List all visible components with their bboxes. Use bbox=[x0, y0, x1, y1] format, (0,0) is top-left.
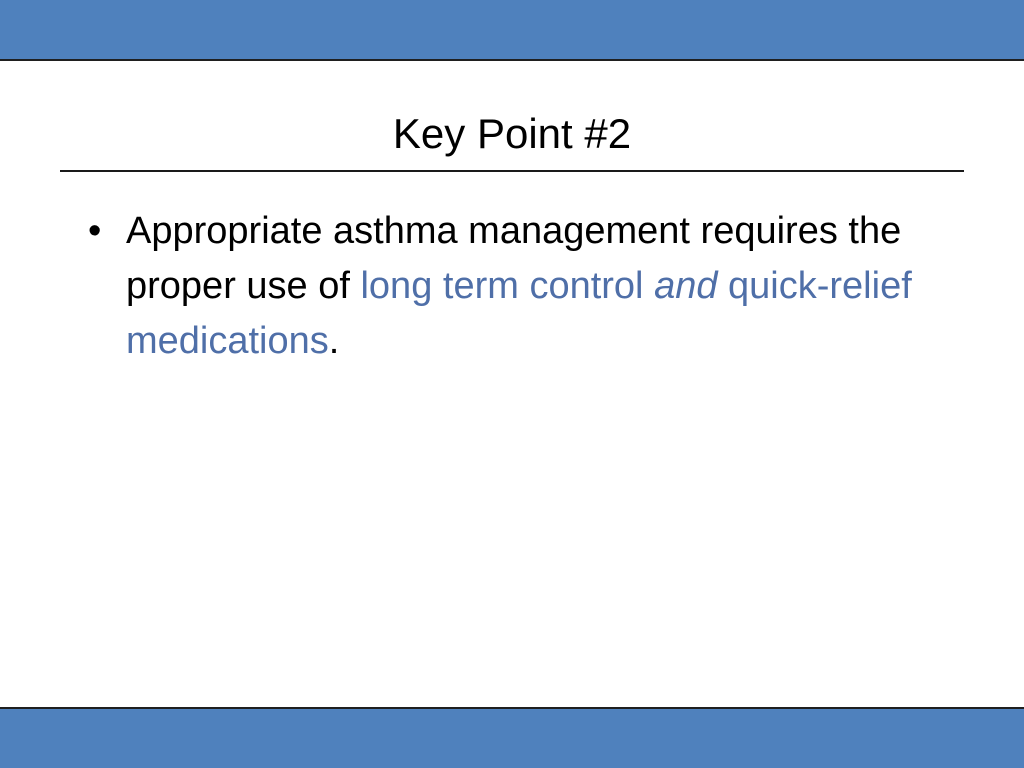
bullet-highlight-and: and bbox=[654, 265, 718, 307]
slide-body bbox=[88, 204, 948, 369]
bullet-highlight-quick-relief: quick-relief medications bbox=[126, 265, 912, 362]
bottom-footer-band bbox=[0, 707, 1024, 768]
bullet-text-plain: Appropriate asthma management requires the proper use of bbox=[126, 210, 902, 307]
bullet-item bbox=[88, 204, 948, 369]
top-header-band bbox=[0, 0, 1024, 61]
bullet-marker: • bbox=[88, 210, 102, 252]
title-divider bbox=[60, 170, 964, 172]
bullet-text-end: . bbox=[328, 320, 340, 362]
bullet-highlight-long-term-control: long term control bbox=[360, 265, 655, 307]
slide-title: Key Point #2 bbox=[392, 110, 632, 157]
